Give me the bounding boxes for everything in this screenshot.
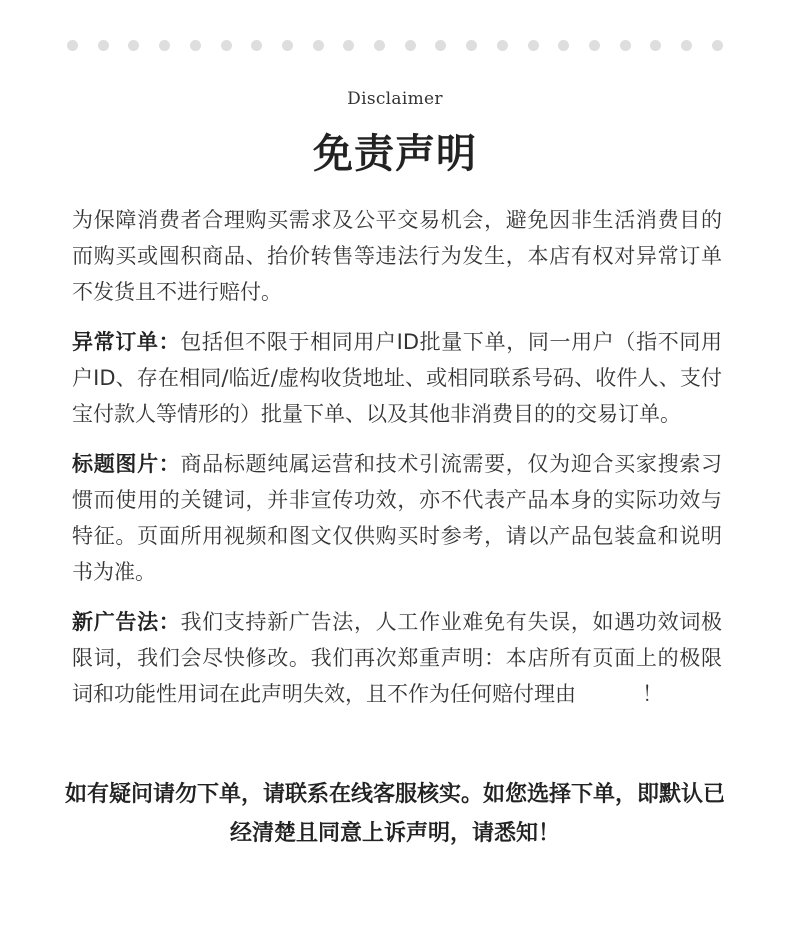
decorative-dot-row (67, 39, 723, 51)
dot-icon (405, 40, 416, 51)
dot-icon (435, 40, 446, 51)
dot-icon (221, 40, 232, 51)
dot-icon (313, 40, 324, 51)
page-title: 免责声明 (313, 130, 477, 177)
dot-icon (251, 40, 262, 51)
ad-law-tail: ！ (642, 682, 663, 706)
intro-paragraph: 为保障消费者合理购买需求及公平交易机会，避免因非生活消费目的而购买或囤积商品、抬价转售等违法行为发生，本店有权对异常订单不发货且不进行赔付。 (72, 208, 722, 304)
dot-icon (681, 40, 692, 51)
dot-icon (466, 40, 477, 51)
bottom-notice: 如有疑问请勿下单，请联系在线客服核实。如您选择下单，即默认已经清楚且同意上诉声明，请悉知！ (64, 782, 725, 846)
dot-icon (620, 40, 631, 51)
dot-icon (650, 40, 661, 51)
abnormal-order-paragraph (72, 324, 722, 432)
abnormal-order-text: 包括但不限于相同用户ID批量下单，同一用户（指不同用户ID、存在相同/临近/虚构收货地址、或相同联系号码、收件人、支付宝付款人等情形的）批量下单、以及其他非消费目的的交易订单。 (72, 330, 722, 426)
dot-icon (159, 40, 170, 51)
dot-icon (67, 40, 78, 51)
dot-icon (712, 40, 723, 51)
title-image-text: 商品标题纯属运营和技术引流需要，仅为迎合买家搜索习惯而使用的关键词，并非宣传功效，亦不代表产品本身的实际功效与特征。页面所用视频和图文仅供购买时参考，请以产品包装盒和说明书为准。 (72, 452, 723, 584)
dot-icon (497, 40, 508, 51)
ad-law-paragraph (72, 604, 722, 712)
dot-icon (190, 40, 201, 51)
disclaimer-body (72, 202, 722, 726)
page-subtitle: Disclaimer (347, 89, 443, 109)
dot-icon (282, 40, 293, 51)
dot-icon (589, 40, 600, 51)
title-image-label: 标题图片： (72, 452, 181, 476)
abnormal-order-label: 异常订单： (72, 330, 181, 354)
dot-icon (558, 40, 569, 51)
title-image-paragraph (72, 446, 722, 590)
dot-icon (374, 40, 385, 51)
dot-icon (128, 40, 139, 51)
ad-law-text: 我们支持新广告法，人工作业难免有失误，如遇功效词极限词，我们会尽快修改。我们再次郑重声明：本店所有页面上的极限词和功能性用词在此声明失效，且不作为任何赔付理由 (72, 610, 723, 706)
dot-icon (528, 40, 539, 51)
dot-icon (343, 40, 354, 51)
dot-icon (98, 40, 109, 51)
ad-law-label: 新广告法： (72, 610, 181, 634)
